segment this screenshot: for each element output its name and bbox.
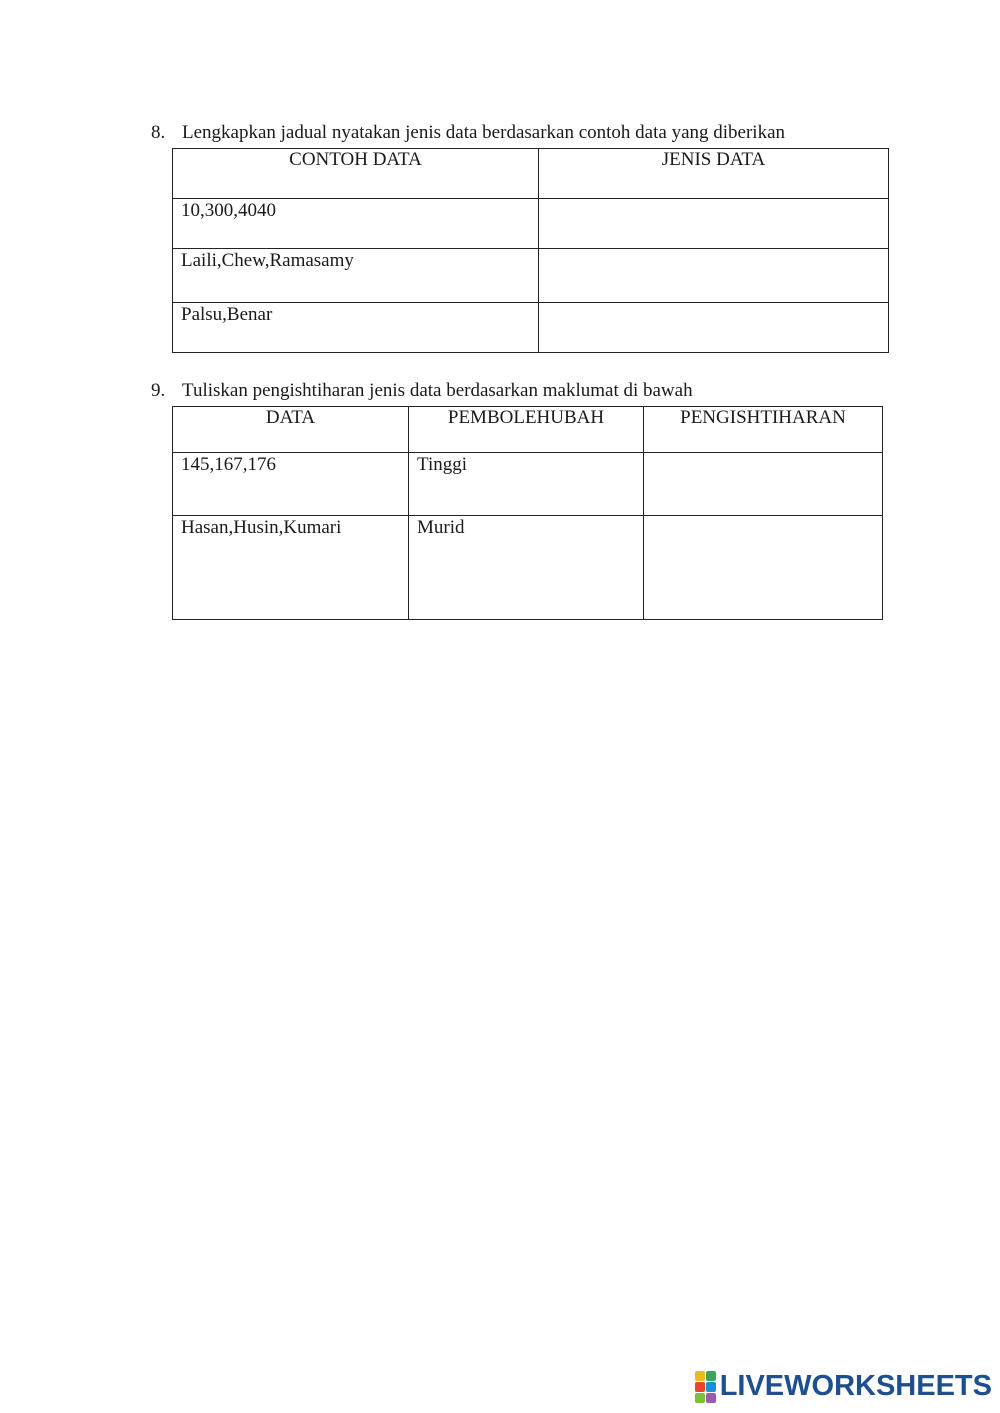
pengishtiharan-answer-cell[interactable]	[644, 453, 883, 516]
data-cell: 145,167,176	[173, 453, 409, 516]
pembolehubah-cell: Tinggi	[409, 453, 644, 516]
question-9-number: 9.	[151, 380, 166, 401]
question-9-text: Tuliskan pengishtiharan jenis data berdasarkan maklumat di bawah	[182, 380, 693, 401]
question-8-number: 8.	[151, 122, 166, 143]
question-9-table	[172, 406, 883, 620]
logo-square	[706, 1382, 716, 1392]
header-pembolehubah: PEMBOLEHUBAH	[409, 407, 644, 453]
logo-square	[695, 1382, 705, 1392]
contoh-data-cell: Palsu,Benar	[173, 303, 539, 353]
header-pengishtiharan: PENGISHTIHARAN	[644, 407, 883, 453]
data-cell: Hasan,Husin,Kumari	[173, 516, 409, 620]
liveworksheets-logo	[695, 1370, 992, 1403]
contoh-data-cell: 10,300,4040	[173, 199, 539, 249]
jenis-data-answer-cell[interactable]	[539, 199, 889, 249]
header-contoh-data: CONTOH DATA	[173, 149, 539, 199]
jenis-data-answer-cell[interactable]	[539, 303, 889, 353]
question-8-text: Lengkapkan jadual nyatakan jenis data berdasarkan contoh data yang diberikan	[182, 122, 786, 143]
logo-text: LIVEWORKSHEETS	[719, 1370, 992, 1402]
header-jenis-data: JENIS DATA	[539, 149, 889, 199]
header-data: DATA	[173, 407, 409, 453]
contoh-data-cell: Laili,Chew,Ramasamy	[173, 249, 539, 303]
question-8-table	[172, 148, 889, 353]
logo-square	[706, 1371, 716, 1381]
logo-square	[695, 1393, 705, 1403]
liveworksheets-logo-icon	[695, 1371, 716, 1403]
table-row	[173, 199, 889, 249]
jenis-data-answer-cell[interactable]	[539, 249, 889, 303]
table-row	[173, 303, 889, 353]
logo-square	[706, 1393, 716, 1403]
pengishtiharan-answer-cell[interactable]	[644, 516, 883, 620]
question-8-prompt	[151, 122, 785, 144]
table-header-row	[173, 149, 889, 199]
table-row	[173, 453, 883, 516]
pembolehubah-cell: Murid	[409, 516, 644, 620]
table-row	[173, 249, 889, 303]
logo-square	[695, 1371, 705, 1381]
table-row	[173, 516, 883, 620]
question-9-prompt	[151, 380, 693, 402]
table-header-row	[173, 407, 883, 453]
